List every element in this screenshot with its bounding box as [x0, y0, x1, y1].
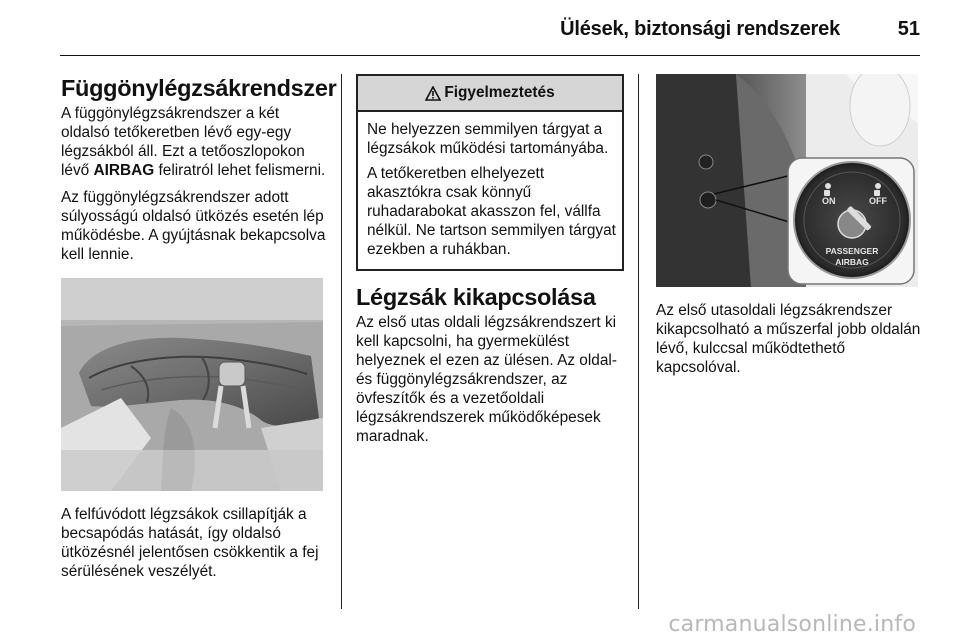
warning-body: [358, 112, 622, 269]
page-header-title: Ülések, biztonsági rendszerek: [560, 18, 840, 40]
switch-label-line2: AIRBAG: [835, 257, 869, 267]
header-rule: [60, 55, 920, 56]
warning-title: Figyelmeztetés: [444, 84, 555, 101]
section-heading-curtain-airbag: Függönylégzsákrendszer: [61, 75, 337, 101]
airbag-keyword: AIRBAG: [93, 162, 155, 179]
column-middle: [356, 74, 624, 454]
switch-off-label: OFF: [869, 196, 887, 206]
switch-on-label: ON: [822, 196, 836, 206]
warning-paragraph-2: A tetőkeretben elhelyezett akasztókra csak könnyű ruhadarabokat akasszon fel, vállfa nélkül. Ne tartson semmilyen tárgyat ezekben a ruhákban.: [367, 165, 616, 258]
footer-watermark: carmanualsonline.info: [668, 612, 916, 637]
paragraph-curtain-intro: [61, 104, 327, 180]
page-number: 51: [897, 18, 920, 40]
paragraph-curtain-protection: A felfúvódott légzsákok csillapítják a becsapódás hatását, így oldalsó ütközésnél jelentősen csökkentik a fej sérülésének veszélyét.: [61, 506, 319, 580]
column-left: [61, 74, 337, 589]
warning-triangle-icon: [425, 86, 441, 101]
column-right: [656, 74, 922, 385]
airbag-switch-illustration: [656, 74, 918, 287]
warning-box: [356, 74, 624, 271]
curtain-airbag-illustration: [61, 278, 323, 491]
section-heading-airbag-deactivation: Légzsák kikapcsolása: [356, 284, 596, 310]
switch-label-line1: PASSENGER: [825, 246, 879, 256]
airbag-switch-photo: [656, 74, 918, 287]
warning-header: [358, 76, 622, 112]
paragraph-curtain-activation: Az függönylégzsákrendszer adott súlyosságú oldalsó ütközés esetén lép működésbe. A gyújtásnak bekapcsolva kell lennie.: [61, 189, 326, 263]
paragraph-deactivation: Az első utas oldali légzsákrendszert ki kell kapcsolni, ha gyermekülést helyeznek el ezen az ülésen. Az oldal- és függönylégzsákrendszer, az övfeszítők és a vezetőoldali légzsákrendszerek működőképesek maradnak.: [356, 314, 617, 445]
warning-paragraph-1: Ne helyezzen semmilyen tárgyat a légzsákok működési tartományába.: [367, 121, 609, 157]
text-span: feliratról lehet felismerni.: [154, 162, 326, 179]
column-divider-right: [638, 74, 639, 609]
curtain-airbag-photo: [61, 278, 323, 491]
column-divider-left: [341, 74, 342, 609]
text-span: A függönylégzsákrendszer a két oldalsó tetőkeretben lévő egy-egy légzsákból áll. Ezt a tetőoszlopokon lévő: [61, 105, 305, 179]
paragraph-switch: Az első utasoldali légzsákrendszer kikapcsolható a műszerfal jobb oldalán lévő, kulccsal működtethető kapcsolóval.: [656, 302, 921, 376]
